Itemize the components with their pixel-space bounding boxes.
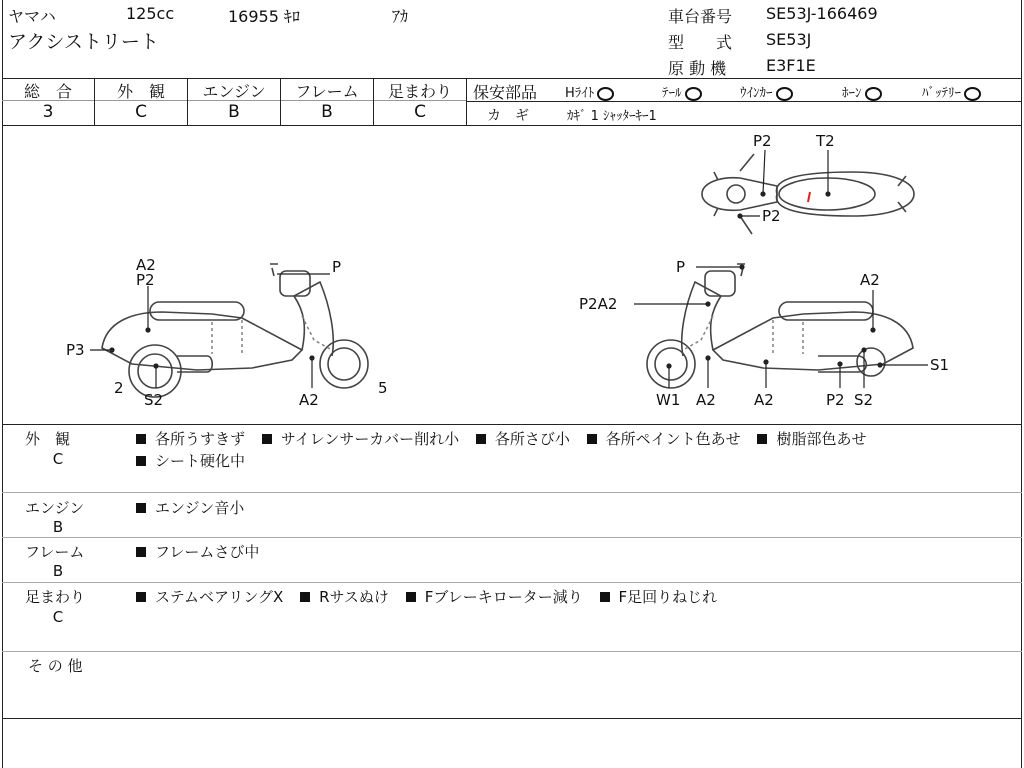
diagram-label: W1	[656, 391, 681, 409]
ok-circle-icon	[776, 87, 793, 101]
bullet-icon	[300, 592, 310, 602]
safety-item-headlight: Hﾗｲﾄ	[565, 82, 614, 101]
bullet-icon	[136, 456, 146, 466]
right-scooter-seat	[779, 302, 873, 320]
diagram-label: P2	[753, 132, 772, 150]
grade-frame-label: フレーム	[295, 82, 359, 101]
grade-engine-label: エンジン	[202, 82, 266, 101]
diagram-label: A2	[754, 391, 774, 409]
keys-value: ｶｷﾞ 1 ｼｬｯﾀｰｷｰ1	[567, 109, 657, 124]
engine-label: 原 動 機	[668, 59, 727, 78]
color: ｱｶ	[392, 7, 409, 26]
diagram-label: S2	[854, 391, 874, 409]
diagram-label: P2	[762, 207, 781, 225]
top-view-handlebar	[740, 154, 754, 234]
remark-engine-items: エンジン音小	[136, 497, 256, 518]
left-scooter-rear-wheel	[129, 345, 181, 397]
diagram-label: A2	[299, 391, 319, 409]
rule	[2, 718, 1022, 719]
grade-exterior-value: C	[135, 102, 147, 122]
frame-no: SE53J-166469	[766, 4, 878, 23]
rule	[2, 492, 1022, 493]
diagram-label: 2	[114, 379, 124, 397]
bullet-icon	[262, 434, 272, 444]
frame-right	[1021, 0, 1022, 768]
remark-frame-grade: B	[52, 562, 64, 580]
diagram-label: A2	[860, 271, 880, 289]
grade-suspension-value: C	[414, 102, 426, 122]
ok-circle-icon	[865, 87, 882, 101]
safety-label: 保安部品	[473, 83, 538, 102]
rule	[2, 537, 1022, 538]
mileage: 16955 ｷﾛ	[228, 7, 300, 26]
grade-exterior-label: 外 観	[116, 82, 165, 101]
safety-item-tail: ﾃｰﾙ	[662, 82, 702, 101]
diagram-label: P2	[136, 271, 155, 289]
diagram-label: P	[676, 258, 686, 276]
bullet-icon	[136, 547, 146, 557]
diagram-label: S1	[930, 356, 950, 374]
top-view-front	[702, 178, 777, 211]
diagram-label: T2	[816, 132, 835, 150]
grade-overall-label: 総 合	[23, 82, 72, 101]
bullet-icon	[600, 592, 610, 602]
grade-frame-value: B	[321, 102, 333, 122]
left-scooter-leg	[294, 282, 333, 356]
diagram-label: A2	[136, 256, 156, 274]
bullet-icon	[476, 434, 486, 444]
grade-engine-value: B	[228, 102, 240, 122]
bullet-icon	[587, 434, 597, 444]
top-view-red-mark	[808, 192, 810, 202]
remark-suspension-label: 足まわり	[25, 588, 86, 606]
grade-suspension-label: 足まわり	[387, 82, 452, 101]
rule	[2, 651, 1022, 652]
remark-exterior-label: 外 観	[25, 430, 71, 448]
damage-diagram	[2, 126, 1021, 424]
displacement: 125cc	[126, 4, 175, 23]
safety-item-horn: ﾎｰﾝ	[842, 82, 882, 101]
remark-engine-grade: B	[52, 518, 64, 536]
rule	[467, 101, 1022, 102]
bullet-icon	[406, 592, 416, 602]
ok-circle-icon	[964, 87, 981, 101]
safety-item-winker: ｳｲﾝｶｰ	[740, 82, 793, 101]
diagram-label: P3	[66, 341, 85, 359]
bullet-icon	[757, 434, 767, 444]
type-label: 型 式	[668, 33, 733, 52]
model-name: アクシストリート	[8, 31, 159, 53]
diagram-label: P	[332, 258, 342, 276]
diagram-label: A2	[696, 391, 716, 409]
safety-item-battery: ﾊﾞｯﾃﾘｰ	[922, 82, 981, 101]
remark-engine-label: エンジン	[25, 499, 85, 517]
remark-exterior-grade: C	[52, 450, 64, 468]
right-scooter-leg	[682, 282, 721, 356]
remark-other-label: そ の 他	[28, 657, 83, 675]
remark-frame-items: フレームさび中	[136, 541, 271, 562]
left-scooter-seat	[150, 302, 244, 320]
rule	[2, 582, 1022, 583]
remark-suspension-items: ステムベアリングX Rサスぬけ Fブレーキローター減り F足回りねじれ	[136, 586, 729, 607]
engine-value: E3F1E	[766, 56, 816, 75]
grade-overall-value: 3	[42, 102, 54, 122]
remark-frame-label: フレーム	[25, 543, 85, 561]
rule	[2, 424, 1022, 425]
bullet-icon	[136, 592, 146, 602]
maker: ヤマハ	[8, 7, 56, 26]
diagram-label: S2	[144, 391, 164, 409]
rule	[466, 78, 467, 126]
diagram-label: 5	[378, 379, 388, 397]
keys-label: カ ギ	[487, 108, 529, 124]
remark-exterior-line1: 各所うすきず サイレンサーカバー削れ小 各所さび小 各所ペイント色あせ 樹脂部色あせ	[136, 428, 878, 449]
left-scooter-handle	[280, 271, 310, 296]
remark-exterior-line2: シート硬化中	[136, 450, 257, 471]
type-value: SE53J	[766, 30, 812, 49]
frame-no-label: 車台番号	[668, 7, 733, 26]
ok-circle-icon	[685, 87, 702, 101]
bullet-icon	[136, 503, 146, 513]
diagram-label: P2A2	[579, 295, 618, 313]
bullet-icon	[136, 434, 146, 444]
remark-suspension-grade: C	[52, 608, 64, 626]
diagram-label: P2	[826, 391, 845, 409]
ok-circle-icon	[597, 87, 614, 101]
right-scooter-handle	[705, 271, 735, 296]
